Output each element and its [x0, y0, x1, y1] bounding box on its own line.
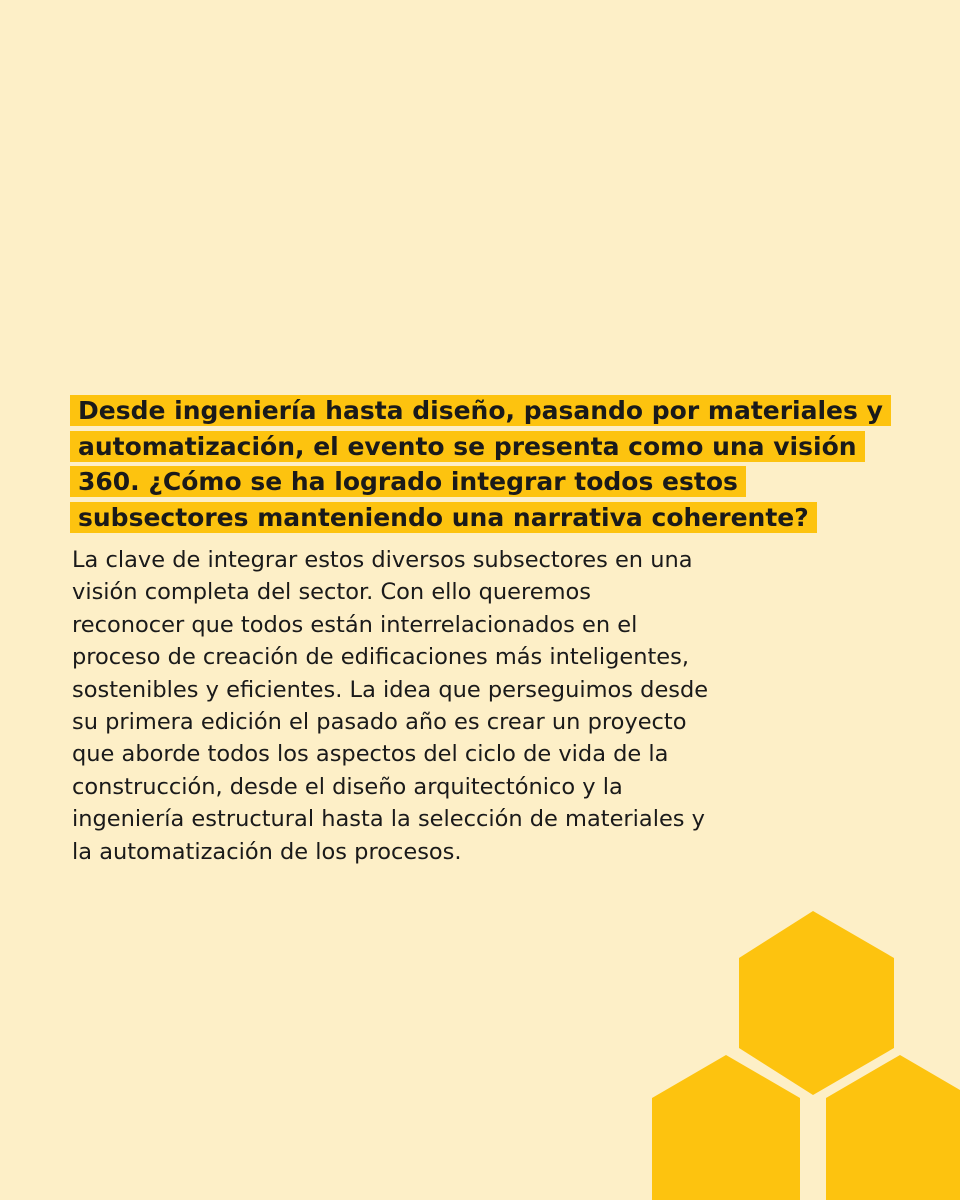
- answer-line: sostenibles y eficientes. La idea que perseguimos desde: [72, 676, 709, 703]
- answer-line: ingeniería estructural hasta la selección de materiales y: [72, 806, 705, 833]
- hexagon-shape-bottom-right: [826, 1055, 960, 1200]
- answer-line: construcción, desde el diseño arquitectónico y la: [72, 773, 623, 800]
- answer-line: proceso de creación de edificaciones más inteligentes,: [72, 644, 690, 671]
- answer-line: visión completa del sector. Con ello queremos: [72, 579, 591, 606]
- answer-line: La clave de integrar estos diversos subsectores en una: [72, 547, 693, 573]
- answer-line: que aborde todos los aspectos del ciclo de vida de la: [72, 741, 669, 768]
- question-text: Desde ingeniería hasta diseño, pasando por materiales y automatización, el evento se presenta como una visión 360. ¿Cómo se ha logrado integrar todos estos subsectores manteniendo una narrativa coherente?: [70, 395, 891, 533]
- answer-line: reconocer que todos están interrelacionados en el: [72, 611, 638, 638]
- hexagon-shape-bottom-left: [652, 1055, 800, 1200]
- answer-line: su primera edición el pasado año es crear un proyecto: [72, 709, 687, 736]
- answer-line: la automatización de los procesos.: [72, 838, 462, 865]
- hexagon-shape-top: [739, 911, 894, 1095]
